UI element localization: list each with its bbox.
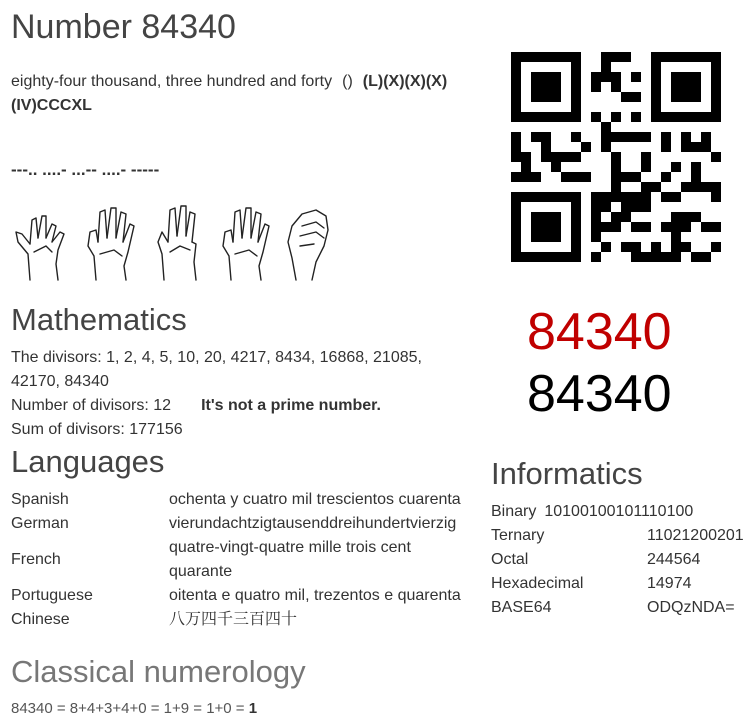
table-row [11,488,469,512]
informatics-heading: Informatics [491,456,643,491]
language-text: ochenta y cuatro mil trescientos cuarenta [169,491,461,508]
morse-code: ---.. ....- ...-- ....- ----- [11,160,160,179]
numerology-result: 1 [248,700,258,717]
words-text: eighty-four thousand, three hundred and forty [11,73,333,90]
table-row [11,584,469,608]
language-name: German [11,515,69,532]
language-name: French [11,551,61,568]
language-name: Chinese [11,611,70,628]
language-text: vierundachtzigtausenddreihundertvierzig [169,515,457,532]
base-value: ODQzNDA= [647,599,735,616]
words-paren: () [342,73,353,90]
informatics-table [491,500,744,620]
base-label: Ternary [491,527,545,544]
mathematics-heading: Mathematics [11,302,187,337]
qr-code-icon [511,52,721,262]
language-text: quatre-vingt-quatre mille trois cent quarante [169,539,411,580]
numerology-steps: 84340 = 8+4+3+4+0 = 1+9 = 1+0 = [11,700,249,717]
numerology-formula [11,700,257,717]
base-label: Hexadecimal [491,575,584,592]
base-value: 244564 [647,551,701,568]
table-row [11,608,469,632]
language-name: Spanish [11,491,69,508]
languages-table [11,488,469,632]
number-display-red: 84340 [527,303,672,361]
table-row [11,536,469,584]
numerology-heading: Classical numerology [11,654,306,689]
table-row [491,524,744,548]
divisors-count-row [11,394,471,418]
table-row [11,512,469,536]
language-name: Portuguese [11,587,93,604]
language-text: 八万四千三百四十 [169,611,298,628]
roman-numeral: (L)(X)(X)(X)(IV)CCCXL [11,73,448,114]
mathematics-section [11,346,471,442]
base-label: Octal [491,551,529,568]
binary-label: Binary [491,503,537,520]
number-in-words [11,70,471,118]
base-value: 14974 [647,575,692,592]
divisors-count: Number of divisors: 12 [11,397,172,414]
languages-heading: Languages [11,444,165,479]
binary-row [491,500,744,524]
table-row [491,548,744,572]
divisors-sum: Sum of divisors: 177156 [11,421,183,438]
prime-status: It's not a prime number. [201,397,381,414]
table-row [491,596,744,620]
binary-value: 10100100101110100 [544,503,694,520]
divisors-list: The divisors: 1, 2, 4, 5, 10, 20, 4217, 8434, 16868, 21085, 42170, 84340 [11,349,422,390]
number-display-black: 84340 [527,365,672,423]
base-value: 11021200201 [647,527,744,544]
language-text: oitenta e quatro mil, trezentos e quarenta [169,587,461,604]
table-row [491,500,744,524]
table-row [491,572,744,596]
base-label: BASE64 [491,599,552,616]
finger-counting-hands-icon [10,202,340,282]
page-title: Number 84340 [11,8,236,46]
